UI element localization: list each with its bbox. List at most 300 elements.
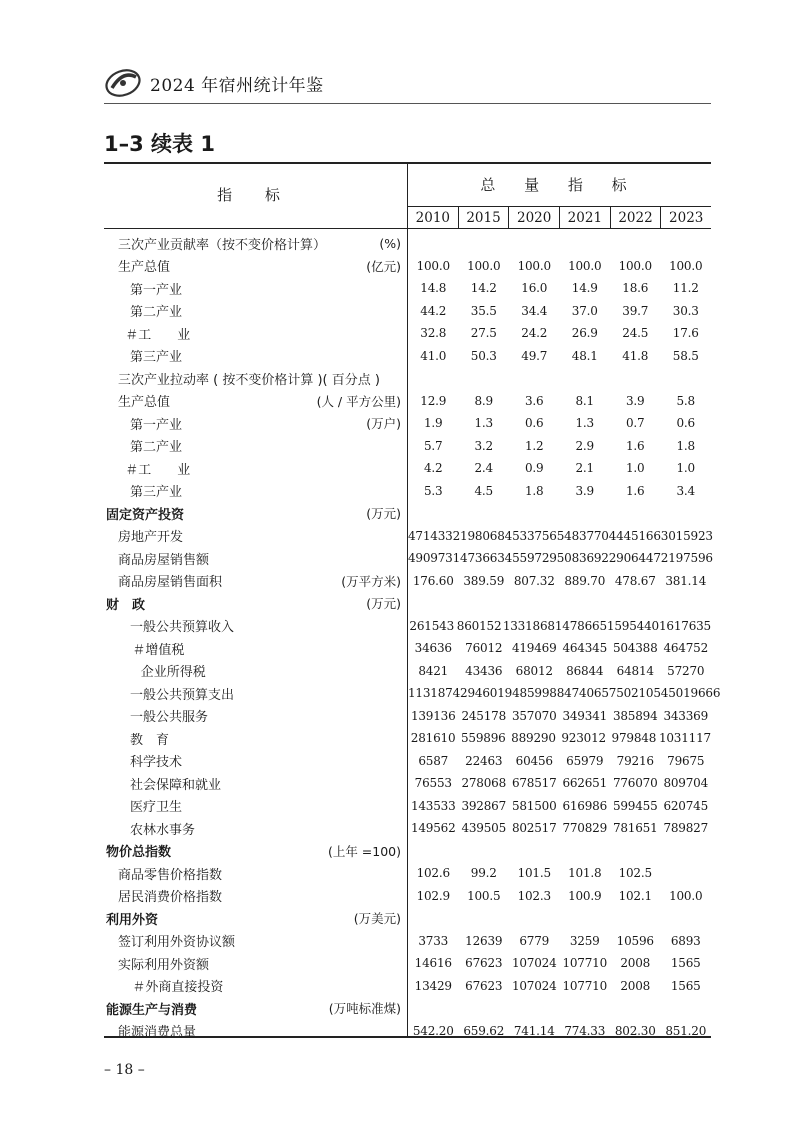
- value-cell: 8.9: [474, 393, 493, 408]
- row-unit: (万元): [366, 596, 401, 612]
- value-cell: 1.9: [424, 416, 443, 431]
- value-cell: 48.1: [571, 348, 598, 363]
- value-cell: 102.9: [416, 888, 450, 903]
- row-values: [408, 461, 711, 475]
- row-label: 第二产业: [130, 305, 183, 321]
- value-cell: 65979: [566, 753, 604, 768]
- row-values: [408, 889, 711, 903]
- table-row: [104, 525, 711, 548]
- table-row: [104, 457, 711, 480]
- table-row: [104, 682, 721, 705]
- value-cell: 5483770: [556, 528, 609, 543]
- row-values: [408, 439, 711, 453]
- row-values: [408, 664, 711, 678]
- value-cell: 776070: [612, 776, 658, 791]
- row-values: [408, 799, 711, 813]
- value-cell: 14.9: [571, 281, 598, 296]
- row-label: 房地产开发: [118, 530, 184, 546]
- value-cell: 770829: [562, 821, 608, 836]
- value-cell: 27.5: [470, 326, 497, 341]
- value-cell: 3.2: [474, 438, 493, 453]
- row-label: 第一产业: [130, 282, 183, 298]
- table-row: [104, 615, 711, 638]
- value-cell: 1331868: [502, 618, 555, 633]
- row-label: 一般公共预算收入: [130, 620, 235, 636]
- value-cell: 439505: [461, 821, 507, 836]
- value-cell: 149562: [410, 821, 456, 836]
- header-rule: [104, 103, 711, 104]
- value-cell: 278068: [461, 776, 507, 791]
- value-cell: 789827: [663, 821, 709, 836]
- value-cell: 100.9: [568, 888, 602, 903]
- row-label: 能源消费总量: [118, 1025, 197, 1041]
- value-cell: 0.6: [525, 416, 544, 431]
- table-row: [104, 997, 711, 1020]
- value-cell: 26.9: [571, 326, 598, 341]
- value-cell: 2008: [620, 956, 651, 971]
- row-values: [408, 416, 711, 430]
- value-cell: 490973: [408, 551, 453, 566]
- value-cell: 101.5: [517, 866, 551, 881]
- value-cell: 176.60: [412, 573, 454, 588]
- value-cell: 851.20: [665, 1023, 707, 1038]
- table-row: [104, 817, 711, 840]
- table-row: [104, 592, 711, 615]
- table-row: [104, 727, 711, 750]
- table-row: [104, 930, 711, 953]
- row-label: 医疗卫生: [130, 800, 183, 816]
- value-cell: 34.4: [521, 303, 548, 318]
- value-cell: 343369: [663, 708, 709, 723]
- value-cell: [661, 866, 712, 880]
- value-cell: 2008: [620, 978, 651, 993]
- row-values: [408, 394, 711, 408]
- value-cell: 100.5: [467, 888, 501, 903]
- value-cell: 781651: [612, 821, 658, 836]
- value-cell: 41.8: [622, 348, 649, 363]
- table-row: [104, 367, 711, 390]
- value-cell: 4.5: [474, 483, 493, 498]
- value-cell: 1031117: [658, 731, 711, 746]
- table-row: [104, 952, 711, 975]
- value-cell: 67623: [465, 978, 503, 993]
- row-label: 第三产业: [130, 350, 183, 366]
- value-cell: 24.2: [521, 326, 548, 341]
- value-cell: 678517: [511, 776, 557, 791]
- value-cell: 18.6: [622, 281, 649, 296]
- value-cell: 1473663: [452, 551, 505, 566]
- value-cell: 979848: [611, 731, 657, 746]
- row-values: [408, 529, 711, 543]
- row-values: [408, 551, 711, 565]
- row-unit: (亿元): [366, 258, 401, 274]
- header-years: [408, 206, 711, 229]
- value-cell: 39.7: [622, 303, 649, 318]
- value-cell: 3.9: [575, 483, 594, 498]
- row-values: [408, 979, 711, 993]
- row-unit: (人 / 平方公里): [316, 393, 401, 409]
- value-cell: 3259: [569, 933, 600, 948]
- value-cell: 49.7: [521, 348, 548, 363]
- value-cell: 43436: [465, 663, 503, 678]
- row-values: [408, 304, 711, 318]
- row-values: [408, 349, 711, 363]
- row-label: 农林水事务: [130, 822, 196, 838]
- value-cell: 100.0: [568, 258, 602, 273]
- value-cell: 1.6: [626, 483, 645, 498]
- value-cell: 5083692: [556, 551, 609, 566]
- row-label: 财 政: [106, 597, 146, 613]
- value-cell: 5.8: [676, 393, 695, 408]
- row-label: 商品零售价格指数: [118, 867, 223, 883]
- row-values: [408, 754, 711, 768]
- value-cell: 464345: [562, 641, 608, 656]
- value-cell: 1.8: [525, 483, 544, 498]
- value-cell: 1617635: [658, 618, 711, 633]
- row-label: 教 育: [130, 732, 170, 748]
- table-row: [104, 547, 711, 570]
- table-row: [104, 502, 711, 525]
- row-label: 三次产业贡献率（按不变价格计算）: [118, 237, 327, 253]
- row-label: 生产总值: [118, 395, 171, 411]
- table-row: [104, 885, 711, 908]
- value-cell: 12.9: [420, 393, 447, 408]
- value-cell: 659.62: [463, 1023, 505, 1038]
- value-cell: 889290: [511, 731, 556, 746]
- year-header: 2022: [610, 207, 661, 229]
- value-cell: 5.3: [424, 483, 443, 498]
- row-unit: (上年 =100): [327, 843, 401, 859]
- value-cell: 1.8: [676, 438, 695, 453]
- value-cell: 1.2: [525, 438, 544, 453]
- value-cell: 281610: [410, 731, 456, 746]
- row-values: [408, 731, 711, 745]
- value-cell: 10596: [616, 933, 654, 948]
- value-cell: 542.20: [412, 1023, 454, 1038]
- value-cell: 24.5: [622, 326, 649, 341]
- row-label: 第二产业: [130, 440, 183, 456]
- table-row: [104, 975, 711, 998]
- value-cell: 741.14: [513, 1023, 555, 1038]
- row-values: [408, 619, 711, 633]
- value-cell: 22463: [465, 753, 503, 768]
- value-cell: 581500: [511, 798, 557, 813]
- page-header: [104, 66, 324, 100]
- table-row: [104, 840, 711, 863]
- value-cell: 1.3: [474, 416, 493, 431]
- row-values: [408, 934, 711, 948]
- value-cell: 3.6: [525, 393, 544, 408]
- table-row: [104, 862, 711, 885]
- value-cell: 102.6: [416, 866, 450, 881]
- value-cell: 100.0: [669, 888, 703, 903]
- value-cell: 349341: [562, 708, 608, 723]
- value-cell: 6893: [670, 933, 701, 948]
- value-cell: 4740657: [564, 686, 617, 701]
- value-cell: 599455: [612, 798, 658, 813]
- value-cell: 102.1: [618, 888, 652, 903]
- value-cell: 802517: [511, 821, 557, 836]
- row-values: [408, 574, 711, 588]
- value-cell: 107710: [562, 978, 608, 993]
- table-row: [104, 570, 711, 593]
- value-cell: 245178: [461, 708, 507, 723]
- table-row: [104, 772, 711, 795]
- value-cell: 5.7: [424, 438, 443, 453]
- value-cell: 1565: [670, 978, 701, 993]
- value-cell: 102.5: [618, 866, 652, 881]
- value-cell: 8421: [418, 663, 449, 678]
- value-cell: 8.1: [575, 393, 594, 408]
- value-cell: 4859988: [512, 686, 565, 701]
- value-cell: 34636: [414, 641, 452, 656]
- value-cell: 2946019: [460, 686, 513, 701]
- value-cell: 385894: [612, 708, 658, 723]
- book-title: 2024 年宿州统计年鉴: [150, 75, 324, 96]
- value-cell: 76553: [414, 776, 452, 791]
- year-header: 2023: [660, 207, 711, 229]
- row-unit: (万元): [366, 506, 401, 522]
- table-row: [104, 750, 711, 773]
- value-cell: 58.5: [672, 348, 699, 363]
- value-cell: 0.6: [676, 416, 695, 431]
- value-cell: 6779: [519, 933, 550, 948]
- value-cell: 30.3: [672, 303, 699, 318]
- row-values: [408, 484, 711, 498]
- value-cell: 559896: [460, 731, 506, 746]
- value-cell: 2906447: [608, 551, 661, 566]
- value-cell: 1565: [670, 956, 701, 971]
- row-values: [408, 956, 711, 970]
- header-indicator: 指 标: [217, 186, 294, 204]
- value-cell: 1.0: [626, 461, 645, 476]
- value-cell: 50.3: [470, 348, 497, 363]
- value-cell: 392867: [461, 798, 507, 813]
- row-unit: (万美元): [353, 911, 401, 927]
- row-label: 能源生产与消费: [106, 1002, 198, 1018]
- row-values: [408, 821, 711, 835]
- value-cell: 389.59: [463, 573, 505, 588]
- row-label: 一般公共服务: [130, 710, 209, 726]
- value-cell: 4445166: [608, 528, 661, 543]
- value-cell: 102.3: [517, 888, 551, 903]
- value-cell: 37.0: [571, 303, 598, 318]
- value-cell: 5019666: [668, 686, 721, 701]
- value-cell: 504388: [612, 641, 658, 656]
- table-row: [104, 412, 711, 435]
- value-cell: 100.0: [618, 258, 652, 273]
- value-cell: 620745: [663, 798, 709, 813]
- table-row: [104, 390, 711, 413]
- year-header: 2021: [559, 207, 610, 229]
- value-cell: 100.0: [517, 258, 551, 273]
- value-cell: 419469: [511, 641, 557, 656]
- row-label: 居民消费价格指数: [118, 890, 223, 906]
- value-cell: 14.8: [420, 281, 447, 296]
- value-cell: 32.8: [420, 326, 447, 341]
- value-cell: 0.9: [525, 461, 544, 476]
- table-row: [104, 322, 711, 345]
- value-cell: 1.6: [626, 438, 645, 453]
- value-cell: 3.4: [676, 483, 695, 498]
- value-cell: 478.67: [614, 573, 656, 588]
- row-values: [408, 641, 711, 655]
- page-number: – 18 –: [104, 1062, 145, 1078]
- row-unit: (万户): [366, 416, 401, 432]
- row-values: [408, 776, 711, 790]
- row-unit: (万吨标准煤): [328, 1001, 401, 1017]
- table-body: [104, 232, 721, 1042]
- value-cell: 889.70: [564, 573, 606, 588]
- row-label: ＃外商直接投资: [132, 980, 224, 996]
- row-label: 社会保障和就业: [130, 777, 222, 793]
- row-label: 利用外资: [106, 912, 159, 928]
- row-label: 企业所得税: [140, 665, 206, 681]
- table-row: [104, 705, 711, 728]
- value-cell: 139136: [410, 708, 456, 723]
- value-cell: 11.2: [672, 281, 699, 296]
- value-cell: 774.33: [564, 1023, 606, 1038]
- value-cell: 2197596: [660, 551, 713, 566]
- value-cell: 2.9: [575, 438, 594, 453]
- row-label: 固定资产投资: [106, 507, 185, 523]
- value-cell: 16.0: [521, 281, 548, 296]
- row-unit: (%): [379, 235, 401, 251]
- table-row: [104, 480, 711, 503]
- row-label: 生产总值: [118, 260, 171, 276]
- value-cell: 464752: [663, 641, 709, 656]
- value-cell: 381.14: [665, 573, 707, 588]
- row-values: [408, 326, 711, 340]
- row-values: [408, 686, 721, 701]
- value-cell: 101.8: [568, 866, 602, 881]
- value-cell: 67623: [465, 956, 503, 971]
- value-cell: 107710: [562, 956, 608, 971]
- row-label: 科学技术: [130, 755, 183, 771]
- value-cell: 143533: [410, 798, 456, 813]
- value-cell: 57270: [667, 663, 705, 678]
- value-cell: 261543: [409, 618, 454, 633]
- value-cell: 860152: [456, 618, 502, 633]
- value-cell: 4559729: [504, 551, 557, 566]
- value-cell: 809704: [663, 776, 709, 791]
- value-cell: 0.7: [626, 416, 645, 431]
- yearbook-logo-icon: [104, 68, 142, 98]
- row-values: [408, 709, 711, 723]
- row-values: [408, 281, 711, 295]
- year-header: 2020: [508, 207, 559, 229]
- row-label: 三次产业拉动率 ( 按不变价格计算 )( 百分点 ): [118, 372, 380, 388]
- table-row: [104, 907, 711, 930]
- value-cell: 3733: [418, 933, 449, 948]
- table-row: [104, 795, 711, 818]
- value-cell: 107024: [511, 978, 557, 993]
- value-cell: 3.9: [626, 393, 645, 408]
- table-row: [104, 1020, 711, 1043]
- value-cell: 64814: [616, 663, 654, 678]
- value-cell: 3015923: [660, 528, 713, 543]
- table-row: [104, 435, 711, 458]
- row-label: ＃工 业: [125, 327, 191, 343]
- header-total-indicators: 总 量 指 标: [480, 176, 639, 194]
- value-cell: 807.32: [513, 573, 555, 588]
- value-cell: 1478665: [554, 618, 607, 633]
- row-label: ＃增值税: [132, 642, 185, 658]
- table-title: 1–3 续表 1: [104, 132, 215, 156]
- row-values: [408, 259, 711, 273]
- value-cell: 2.1: [575, 461, 594, 476]
- row-label: 实际利用外资额: [118, 957, 210, 973]
- row-label: 第一产业: [130, 417, 183, 433]
- value-cell: 802.30: [614, 1023, 656, 1038]
- table-row: [104, 277, 711, 300]
- row-label: 一般公共预算支出: [130, 687, 235, 703]
- table-row: [104, 300, 711, 323]
- header-bottom-rule: [104, 228, 711, 229]
- row-unit: (万平方米): [341, 573, 401, 589]
- value-cell: 107024: [511, 956, 557, 971]
- value-cell: 4533756: [504, 528, 557, 543]
- value-cell: 923012: [561, 731, 606, 746]
- table-row: [104, 345, 711, 368]
- value-cell: 1595440: [606, 618, 659, 633]
- row-label: 签订利用外资协议额: [118, 935, 236, 951]
- value-cell: 616986: [562, 798, 608, 813]
- value-cell: 100.0: [669, 258, 703, 273]
- value-cell: 1.0: [676, 461, 695, 476]
- table-row: [104, 660, 711, 683]
- value-cell: 357070: [511, 708, 557, 723]
- value-cell: 14.2: [470, 281, 497, 296]
- value-cell: 1131874: [408, 686, 461, 701]
- row-label: 商品房屋销售面积: [118, 575, 223, 591]
- value-cell: 44.2: [420, 303, 447, 318]
- row-label: ＃工 业: [125, 462, 191, 478]
- value-cell: 79675: [667, 753, 705, 768]
- value-cell: 17.6: [672, 326, 699, 341]
- value-cell: 100.0: [416, 258, 450, 273]
- table-row: [104, 637, 711, 660]
- row-label: 第三产业: [130, 485, 183, 501]
- value-cell: 99.2: [470, 866, 497, 881]
- value-cell: 100.0: [467, 258, 501, 273]
- value-cell: 76012: [465, 641, 503, 656]
- value-cell: 5021054: [616, 686, 669, 701]
- value-cell: 68012: [515, 663, 553, 678]
- table-bottom-rule: [104, 1036, 711, 1038]
- year-header: 2010: [415, 210, 451, 226]
- value-cell: 471433: [408, 528, 453, 543]
- value-cell: 2.4: [474, 461, 493, 476]
- value-cell: 14616: [414, 956, 452, 971]
- value-cell: 13429: [414, 978, 452, 993]
- table-row: [104, 255, 711, 278]
- year-header: 2015: [458, 207, 509, 229]
- value-cell: 60456: [515, 753, 553, 768]
- value-cell: 35.5: [470, 303, 497, 318]
- row-label: 商品房屋销售额: [118, 552, 210, 568]
- value-cell: 4.2: [424, 461, 443, 476]
- value-cell: 6587: [418, 753, 449, 768]
- value-cell: 86844: [566, 663, 604, 678]
- value-cell: 662651: [562, 776, 608, 791]
- table-row: [104, 232, 711, 255]
- value-cell: 1.3: [575, 416, 594, 431]
- value-cell: 2198068: [452, 528, 505, 543]
- row-label: 物价总指数: [106, 845, 172, 861]
- value-cell: 41.0: [420, 348, 447, 363]
- value-cell: 79216: [616, 753, 654, 768]
